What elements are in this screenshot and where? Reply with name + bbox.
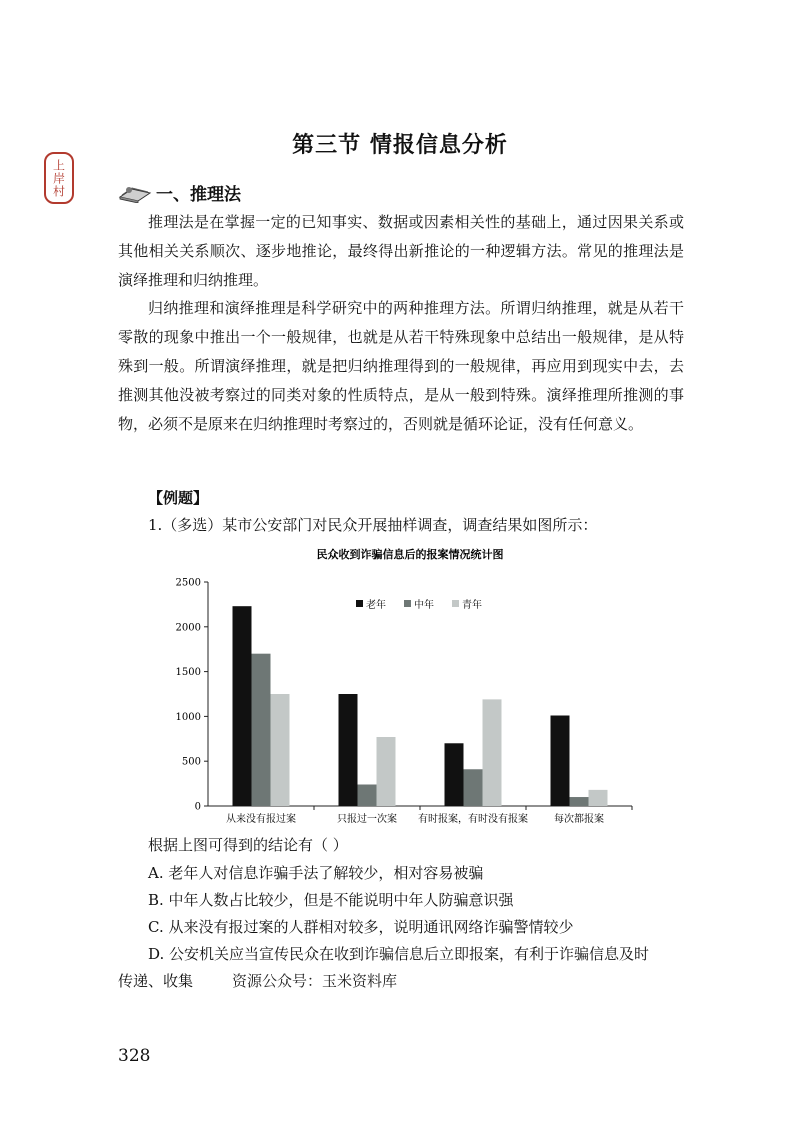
- x-tick-label: 有时报案，有时没有报案: [418, 814, 528, 825]
- bar-青年-1: [271, 694, 290, 806]
- x-tick-label: 每次都报案: [554, 814, 604, 825]
- x-tick-label: 从来没有报过案: [226, 814, 296, 825]
- option-a: A. 老年人对信息诈骗手法了解较少，相对容易被骗: [148, 864, 484, 882]
- option-b: B. 中年人数占比较少，但是不能说明中年人防骗意识强: [148, 891, 514, 909]
- legend-swatch-青年: [452, 600, 459, 607]
- bar-中年-3: [464, 769, 483, 806]
- page-number: 328: [118, 1046, 151, 1066]
- legend-swatch-中年: [404, 600, 411, 607]
- paragraph-induction-deduction: 归纳推理和演绎推理是科学研究中的两种推理方法。所谓归纳推理，就是从若干零散的现象中推出一个一般规律，也就是从若干特殊现象中总结出一般规律，是从特殊到一般。所谓演绎推理，就是把归纳推理得到的一般规律，再应用到现实中去，去推测其他没被考察过的同类对象的性质特点，是从一般到特殊。演绎推理所推测的事物，必须不是原来在归纳推理时考察过的，否则就是循环论证，没有任何意义。: [118, 299, 684, 433]
- option-d: D. 公安机关应当宣传民众在收到诈骗信息后立即报案，有利于诈骗信息及时: [148, 945, 650, 963]
- question-prompt: 根据上图可得到的结论有（ ）: [148, 836, 348, 854]
- bar-老年-4: [551, 716, 570, 806]
- question-text: 1.（多选）某市公安部门对民众开展抽样调查，调查结果如图所示：: [148, 516, 598, 534]
- bar-青年-3: [483, 699, 502, 806]
- bar-中年-1: [252, 654, 271, 806]
- legend-swatch-老年: [356, 600, 363, 607]
- bar-老年-1: [233, 606, 252, 806]
- y-tick-label: 500: [181, 756, 201, 768]
- y-tick-label: 0: [194, 801, 201, 813]
- y-tick-label: 2000: [175, 622, 201, 634]
- bar-老年-3: [445, 743, 464, 806]
- bar-chart: [160, 540, 660, 830]
- example-heading: 【例题】: [148, 489, 209, 507]
- bar-青年-2: [377, 737, 396, 806]
- y-tick-label: 2500: [175, 577, 201, 589]
- bar-老年-2: [339, 694, 358, 806]
- page-title: 第三节 情报信息分析: [292, 133, 508, 158]
- paragraph-deduction-definition: 推理法是在掌握一定的已知事实、数据或因素相关性的基础上，通过因果关系或其他相关关系顺次、逐步地推论，最终得出新推论的一种逻辑方法。常见的推理法是演绎推理和归纳推理。: [118, 213, 684, 289]
- y-tick-label: 1000: [175, 711, 201, 723]
- bar-中年-2: [358, 784, 377, 806]
- bar-中年-4: [570, 797, 589, 806]
- chart-title: 民众收到诈骗信息后的报案情况统计图: [316, 548, 504, 561]
- option-c: C. 从来没有报过案的人群相对较多，说明通讯网络诈骗警情较少: [148, 918, 574, 936]
- section-heading-text: 一、推理法: [156, 185, 241, 205]
- legend-label-青年: 青年: [462, 600, 482, 611]
- option-d-continued: 传递、收集: [118, 972, 194, 990]
- seal-text: 上岸村: [51, 158, 66, 198]
- watermark: 资源公众号：玉米资料库: [232, 972, 398, 990]
- section-heading: [118, 180, 241, 205]
- publisher-seal: [44, 152, 74, 204]
- bar-青年-4: [589, 790, 608, 806]
- legend-label-老年: 老年: [366, 600, 386, 611]
- x-tick-label: 只报过一次案: [337, 814, 397, 825]
- y-tick-label: 1500: [175, 667, 201, 679]
- book-icon: [118, 183, 152, 203]
- legend-label-中年: 中年: [414, 600, 434, 611]
